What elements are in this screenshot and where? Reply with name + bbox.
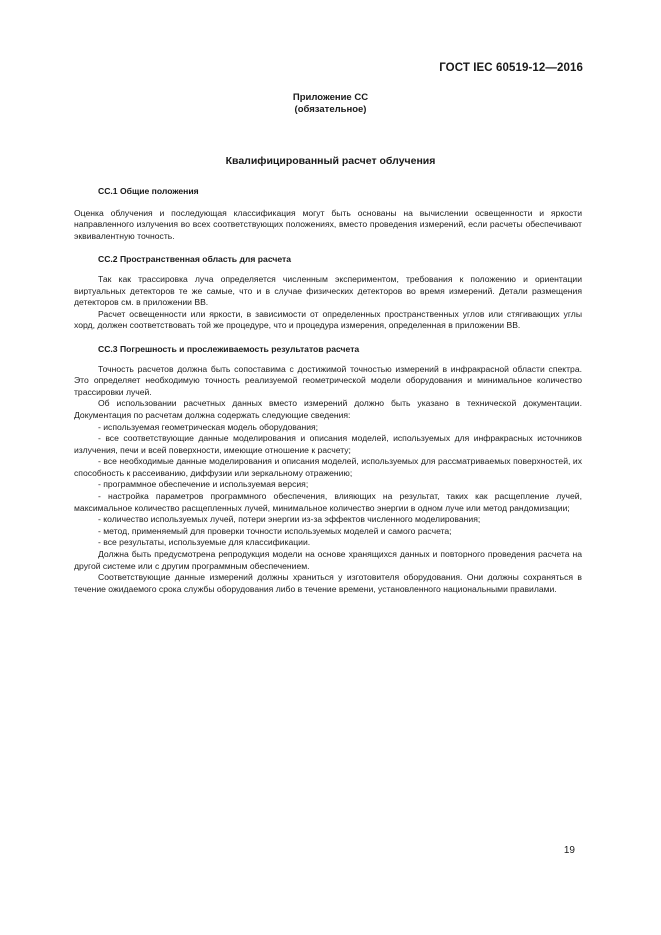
paragraph	[74, 549, 582, 572]
section-cc1	[74, 186, 582, 242]
section-heading: СС.1 Общие положения	[98, 186, 199, 196]
list-item-text: - программное обеспечение и используемая версия;	[98, 479, 309, 490]
list-item	[74, 433, 582, 456]
list-item	[74, 479, 582, 491]
paragraph-text: Соответствующие данные измерений должны храниться у изготовителя оборудования. Они должны сохраняться в течение ожидаемого срока службы оборудования либо в течение времени, установленного национальными правилами.	[74, 572, 582, 594]
annex-title: Квалифицированный расчет облучения	[225, 155, 436, 167]
page-number: 19	[563, 845, 575, 856]
standard-designation: ГОСТ IEC 60519-12—2016	[439, 62, 583, 74]
paragraph	[74, 364, 582, 399]
list-item	[74, 537, 582, 549]
list-item	[74, 526, 582, 538]
paragraph-text: Точность расчетов должна быть сопоставима с достижимой точностью измерений в инфракрасной области спектра. Это определяет необходимую точность реализуемой геометрической модели оборудования и минимальное количество трассировки лучей.	[74, 363, 582, 397]
paragraph-text: Оценка облучения и последующая классификация могут быть основаны на вычислении освещенности и яркости направленного излучения во всех соответствующих положениях, вместо проведения измерений, если расчеты обеспечивают эквивалентную точность.	[74, 207, 582, 241]
list-item	[74, 456, 582, 479]
paragraph	[74, 274, 582, 309]
list-item-text: - метод, применяемый для проверки точности используемых моделей и самого расчета;	[98, 525, 452, 536]
list-item	[74, 422, 582, 434]
list-item-text: - все необходимые данные моделирования и описания моделей, используемых для рассматриваемых поверхностей, их способность к рассеиванию, диффузии или зеркальному отражению;	[74, 456, 582, 478]
section-heading: СС.3 Погрешность и прослеживаемость результатов расчета	[98, 343, 360, 354]
annex-status: (обязательное)	[294, 104, 367, 115]
list-item-text: - настройка параметров программного обеспечения, влияющих на результат, таких как расщепление лучей, максимальное количество расщепленных лучей, минимальное количество энергии в одном луче или метод рандомизации;	[74, 491, 582, 513]
paragraph	[74, 398, 582, 421]
annex-heading	[0, 92, 661, 116]
section-cc3	[74, 344, 582, 595]
paragraph-text: Так как трассировка луча определяется численным экспериментом, требования к положению и ориентации виртуальных детекторов те же самые, что и в случае физических детекторов во время измерений. Детали размещения детекторов см. в приложении ВВ.	[74, 273, 582, 308]
list-item-text: - все результаты, используемые для классификации.	[98, 537, 311, 548]
list-item	[74, 514, 582, 526]
paragraph-text: Об использовании расчетных данных вместо измерений должно быть указано в технической документации. Документация по расчетам должна содержать следующие сведения:	[74, 398, 582, 420]
annex-label: Приложение СС	[292, 92, 369, 103]
paragraph-text: Должна быть предусмотрена репродукция модели на основе хранящихся данных и повторного проведения расчета на другой системе или с другим программным обеспечением.	[74, 549, 582, 571]
section-heading: СС.2 Пространственная область для расчета	[98, 254, 292, 265]
paragraph-text: Расчет освещенности или яркости, в зависимости от определенных пространственных углов или стягивающих углы хорд, должен соответствовать той же процедуре, что и процедура измерения, определенная в приложении ВВ.	[74, 308, 582, 331]
paragraph	[74, 208, 582, 243]
list-item	[74, 491, 582, 514]
list-item-text: - все соответствующие данные моделирования и описания моделей, используемых для инфракрасных источников излучения, печи и всей поверхности, имеющие отношение к расчету;	[74, 433, 582, 455]
paragraph	[74, 572, 582, 595]
list-item-text: - используемая геометрическая модель оборудования;	[98, 421, 319, 432]
section-cc2	[74, 254, 582, 332]
annex-body	[74, 186, 582, 595]
list-item-text: - количество используемых лучей, потери энергии из-за эффектов численного моделирования;	[98, 514, 481, 525]
paragraph	[74, 309, 582, 332]
